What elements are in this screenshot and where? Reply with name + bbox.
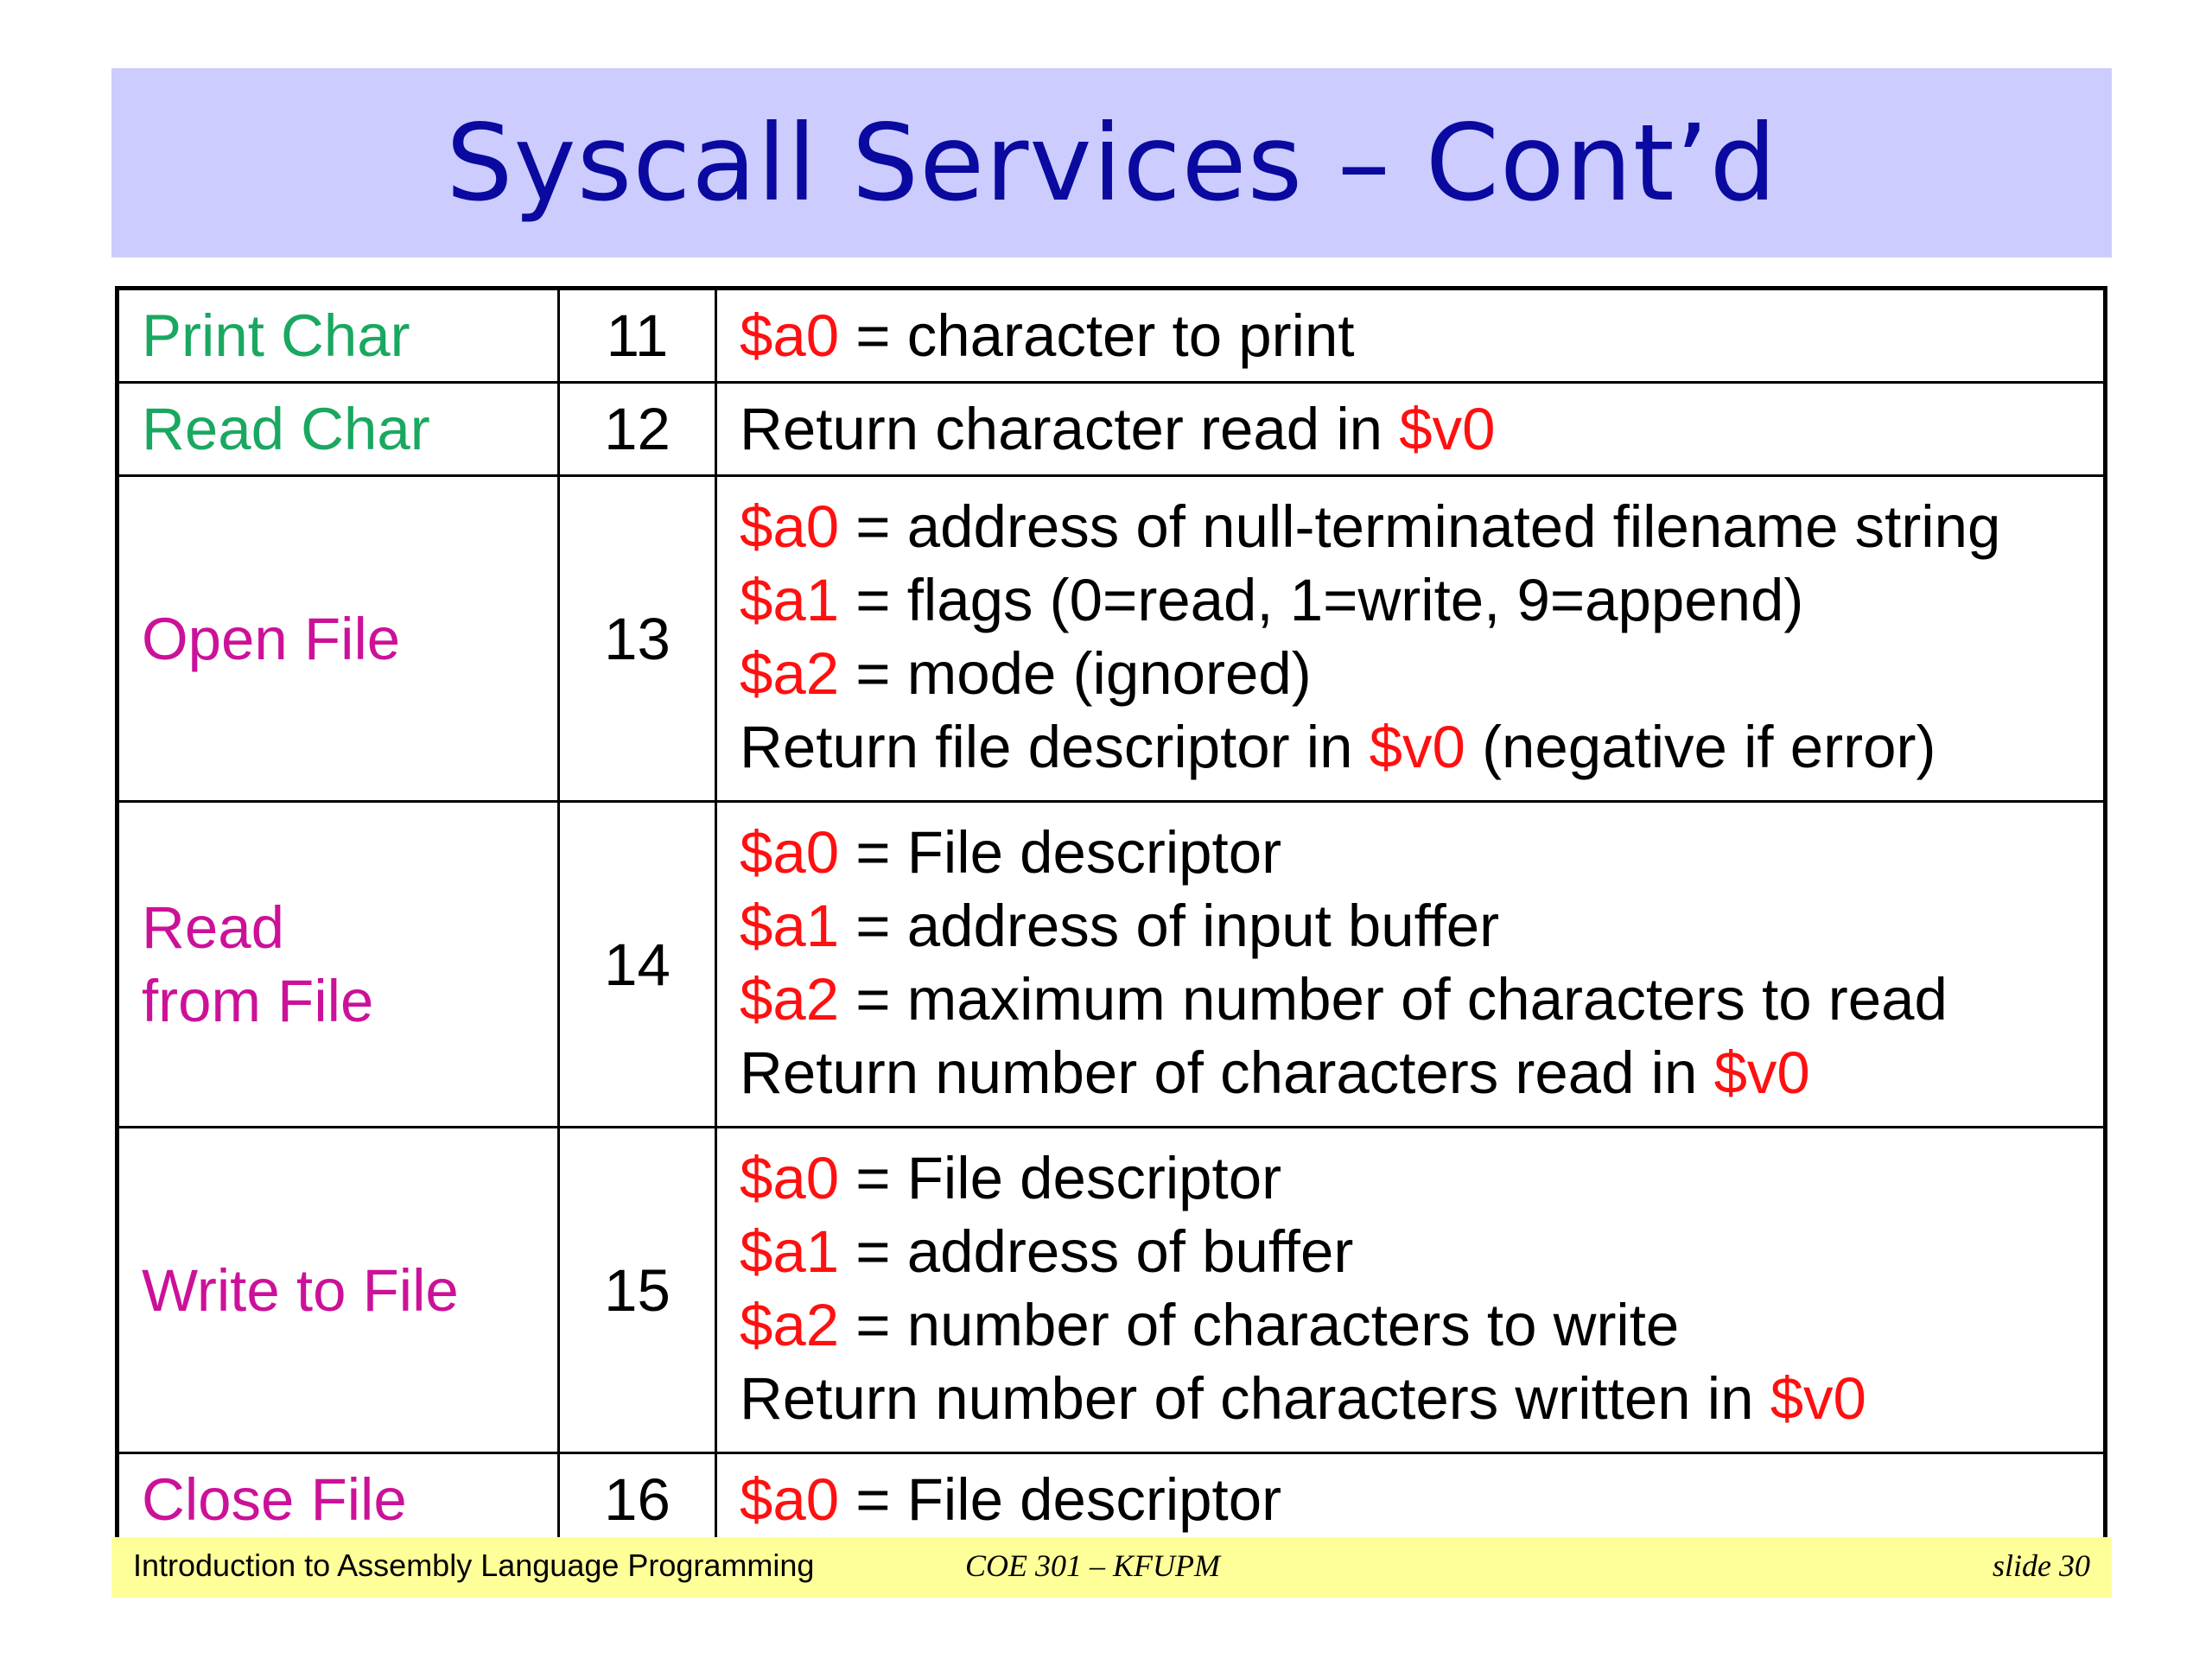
register-name: $a2 [740, 640, 840, 707]
service-description [716, 383, 2106, 476]
register-name: $a0 [740, 1145, 840, 1211]
course-title: Introduction to Assembly Language Programming [133, 1548, 815, 1583]
service-code: 11 [559, 289, 716, 383]
service-code: 15 [559, 1128, 716, 1453]
service-description [716, 476, 2106, 802]
title-band [111, 68, 2112, 257]
course-code: COE 301 – KFUPM [965, 1548, 1220, 1583]
service-name: Open File [118, 476, 559, 802]
register-name: $a2 [740, 966, 840, 1033]
service-description [716, 1453, 2106, 1548]
service-description [716, 289, 2106, 383]
service-description [716, 1128, 2106, 1453]
service-name: Close File [118, 1453, 559, 1548]
description-line [740, 490, 2081, 563]
table-row [118, 1453, 2106, 1548]
register-name: $a1 [740, 1218, 840, 1285]
service-description [716, 802, 2106, 1128]
service-name: Print Char [118, 289, 559, 383]
service-code: 16 [559, 1453, 716, 1548]
description-line [740, 710, 2081, 784]
service-code: 14 [559, 802, 716, 1128]
register-name: $v0 [1399, 396, 1496, 462]
description-line [740, 1362, 2081, 1435]
description-text: = File descriptor [839, 1466, 1282, 1533]
register-name: $a2 [740, 1292, 840, 1358]
description-line [740, 637, 2081, 710]
description-text: Return number of characters read in [740, 1039, 1714, 1106]
description-text: (negative if error) [1465, 714, 1936, 780]
description-line [740, 563, 2081, 637]
register-name: $a1 [740, 567, 840, 633]
register-name: $a1 [740, 893, 840, 959]
service-code: 13 [559, 476, 716, 802]
service-name [118, 802, 559, 1128]
service-name: Read Char [118, 383, 559, 476]
slide-number: slide 30 [1993, 1548, 2090, 1583]
description-line [740, 1288, 2081, 1362]
register-name: $a0 [740, 1466, 840, 1533]
description-text: = address of null-terminated filename string [839, 493, 2001, 560]
table-row [118, 476, 2106, 802]
description-text: Return file descriptor in [740, 714, 1370, 780]
description-text: Return character read in [740, 396, 1400, 462]
description-text: = maximum number of characters to read [839, 966, 1948, 1033]
description-text: = number of characters to write [839, 1292, 1680, 1358]
description-line [740, 816, 2081, 889]
description-text: = address of buffer [839, 1218, 1354, 1285]
service-name-line: from File [142, 968, 374, 1034]
table-row [118, 289, 2106, 383]
service-name: Write to File [118, 1128, 559, 1453]
table-row [118, 1128, 2106, 1453]
register-name: $v0 [1713, 1039, 1810, 1106]
register-name: $a0 [740, 819, 840, 886]
description-line [740, 392, 2081, 466]
syscall-table [115, 286, 2107, 1549]
description-text: = flags (0=read, 1=write, 9=append) [839, 567, 1804, 633]
description-text: = mode (ignored) [839, 640, 1312, 707]
description-line [740, 963, 2081, 1036]
footer-band [111, 1537, 2112, 1598]
description-line [740, 1463, 2081, 1536]
description-line [740, 1036, 2081, 1109]
description-line [740, 1215, 2081, 1288]
description-text: Return number of characters written in [740, 1365, 1770, 1432]
register-name: $a0 [740, 493, 840, 560]
table-row [118, 383, 2106, 476]
service-name-line: Read [142, 894, 284, 961]
register-name: $v0 [1770, 1365, 1866, 1432]
description-line [740, 1141, 2081, 1215]
slide-title: Syscall Services – Cont’d [446, 101, 1777, 225]
description-text: = address of input buffer [839, 893, 1500, 959]
description-line [740, 299, 2081, 372]
description-text: = File descriptor [839, 819, 1282, 886]
description-text: = File descriptor [839, 1145, 1282, 1211]
register-name: $v0 [1369, 714, 1465, 780]
description-line [740, 889, 2081, 963]
register-name: $a0 [740, 302, 840, 369]
service-code: 12 [559, 383, 716, 476]
table-row [118, 802, 2106, 1128]
description-text: = character to print [839, 302, 1355, 369]
